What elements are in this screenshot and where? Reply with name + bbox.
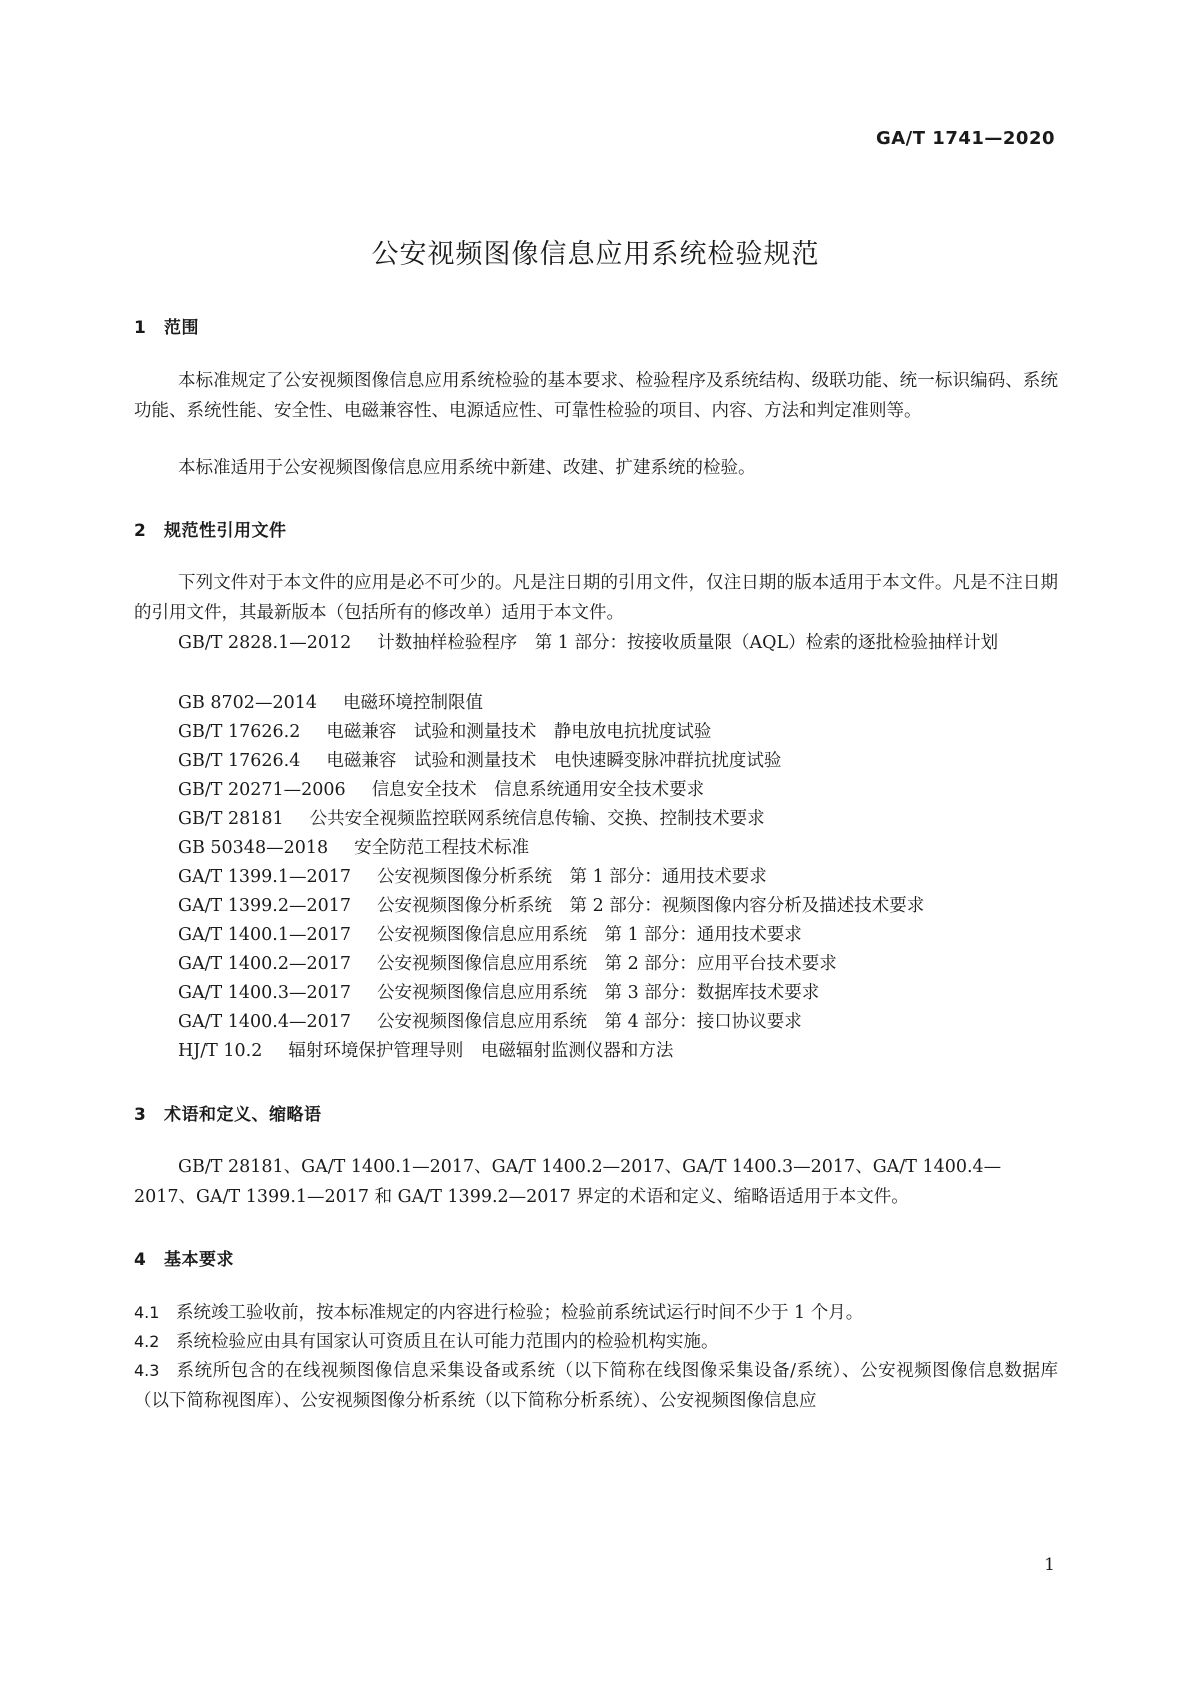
- clause-text: 系统竣工验收前，按本标准规定的内容进行检验；检验前系统试运行时间不少于 1 个月。: [176, 1303, 864, 1323]
- reference-item: [178, 920, 802, 950]
- reference-item: [178, 717, 711, 747]
- reference-title: 公安视频图像分析系统 第 2 部分：视频图像内容分析及描述技术要求: [377, 896, 925, 916]
- reference-item: [134, 628, 1058, 658]
- terms-paragraph: GB/T 28181、GA/T 1400.1—2017、GA/T 1400.2—2017、GA/T 1400.3—2017、GA/T 1400.4—2017、GA/T 1399.1—2017 和 GA/T 1399.2—2017 界定的术语和定义、缩略语适用于本文件。: [134, 1157, 1002, 1207]
- reference-title: 安全防范工程技术标准: [354, 838, 530, 858]
- page-title: 公安视频图像信息应用系统检验规范: [371, 239, 820, 270]
- reference-title: 公安视频图像信息应用系统 第 1 部分：通用技术要求: [377, 925, 802, 945]
- reference-item: [178, 833, 529, 863]
- reference-item: [178, 978, 819, 1008]
- section-title: 术语和定义、缩略语: [164, 1105, 322, 1125]
- reference-title: 辐射环境保护管理导则 电磁辐射监测仪器和方法: [288, 1041, 674, 1061]
- clause-item: [134, 1327, 1058, 1357]
- reference-title: 电磁环境控制限值: [342, 693, 483, 713]
- reference-title: 公安视频图像信息应用系统 第 2 部分：应用平台技术要求: [377, 954, 837, 974]
- reference-title: 计数抽样检验程序 第 1 部分：按接收质量限（AQL）检索的逐批检验抽样计划: [377, 633, 999, 653]
- section-heading-2: [134, 516, 287, 541]
- section-number: 1: [134, 318, 147, 338]
- clause-item: [134, 1356, 1058, 1416]
- document-code: GA/T 1741—2020: [875, 128, 1055, 149]
- section-number: 3: [134, 1105, 147, 1125]
- references-intro: 下列文件对于本文件的应用是必不可少的。凡是注日期的引用文件，仅注日期的版本适用于本文件。凡是不注日期的引用文件，其最新版本（包括所有的修改单）适用于本文件。: [134, 573, 1058, 623]
- page-number: 1: [1044, 1555, 1055, 1575]
- reference-code: GB 8702—2014: [178, 693, 317, 713]
- reference-title: 电磁兼容 试验和测量技术 静电放电抗扰度试验: [326, 722, 712, 742]
- scope-paragraph-2: 本标准适用于公安视频图像信息应用系统中新建、改建、扩建系统的检验。: [178, 458, 756, 478]
- reference-code: GB 50348—2018: [178, 838, 329, 858]
- reference-code: GB/T 20271—2006: [178, 780, 346, 800]
- section-title: 范围: [164, 318, 199, 338]
- reference-item: [178, 1007, 802, 1037]
- reference-code: GA/T 1399.1—2017: [178, 867, 352, 887]
- reference-item: [178, 1036, 673, 1066]
- clause-number: 4.3: [134, 1361, 160, 1380]
- reference-title: 信息安全技术 信息系统通用安全技术要求: [371, 780, 705, 800]
- scope-paragraph-1: 本标准规定了公安视频图像信息应用系统检验的基本要求、检验程序及系统结构、级联功能、统一标识编码、系统功能、系统性能、安全性、电磁兼容性、电源适应性、可靠性检验的项目、内容、方法和判定准则等。: [134, 371, 1058, 421]
- clause-text: 系统所包含的在线视频图像信息采集设备或系统（以下简称在线图像采集设备/系统）、公安视频图像信息数据库（以下简称视图库）、公安视频图像分析系统（以下简称分析系统）、公安视频图像信息应: [134, 1361, 1058, 1411]
- clause-text: 系统检验应由具有国家认可资质且在认可能力范围内的检验机构实施。: [176, 1332, 719, 1352]
- reference-item: [178, 688, 483, 718]
- reference-item: [178, 949, 837, 979]
- reference-title: 电磁兼容 试验和测量技术 电快速瞬变脉冲群抗扰度试验: [326, 751, 782, 771]
- clause-number: 4.2: [134, 1332, 160, 1351]
- reference-code: GA/T 1400.4—2017: [178, 1012, 352, 1032]
- reference-title: 公安视频图像信息应用系统 第 4 部分：接口协议要求: [377, 1012, 802, 1032]
- reference-code: GB/T 28181: [178, 809, 284, 829]
- reference-code: GA/T 1400.1—2017: [178, 925, 352, 945]
- reference-code: HJ/T 10.2: [178, 1041, 263, 1061]
- clause-number: 4.1: [134, 1303, 160, 1322]
- reference-item: [178, 804, 765, 834]
- reference-code: GB/T 2828.1—2012: [178, 633, 352, 653]
- reference-item: [178, 775, 704, 805]
- reference-code: GA/T 1400.3—2017: [178, 983, 352, 1003]
- reference-item: [178, 862, 767, 892]
- reference-title: 公安视频图像分析系统 第 1 部分：通用技术要求: [377, 867, 767, 887]
- section-heading-1: [134, 313, 199, 338]
- section-title: 基本要求: [164, 1250, 234, 1270]
- section-heading-3: [134, 1100, 322, 1125]
- reference-code: GA/T 1400.2—2017: [178, 954, 352, 974]
- reference-code: GB/T 17626.2: [178, 722, 301, 742]
- section-number: 2: [134, 521, 147, 541]
- section-heading-4: [134, 1245, 234, 1270]
- clause-item: [134, 1298, 1058, 1328]
- reference-title: 公共安全视频监控联网系统信息传输、交换、控制技术要求: [309, 809, 765, 829]
- reference-item: [178, 891, 924, 921]
- reference-item: [178, 746, 781, 776]
- reference-title: 公安视频图像信息应用系统 第 3 部分：数据库技术要求: [377, 983, 820, 1003]
- section-number: 4: [134, 1250, 147, 1270]
- reference-code: GA/T 1399.2—2017: [178, 896, 352, 916]
- reference-code: GB/T 17626.4: [178, 751, 301, 771]
- section-title: 规范性引用文件: [164, 521, 287, 541]
